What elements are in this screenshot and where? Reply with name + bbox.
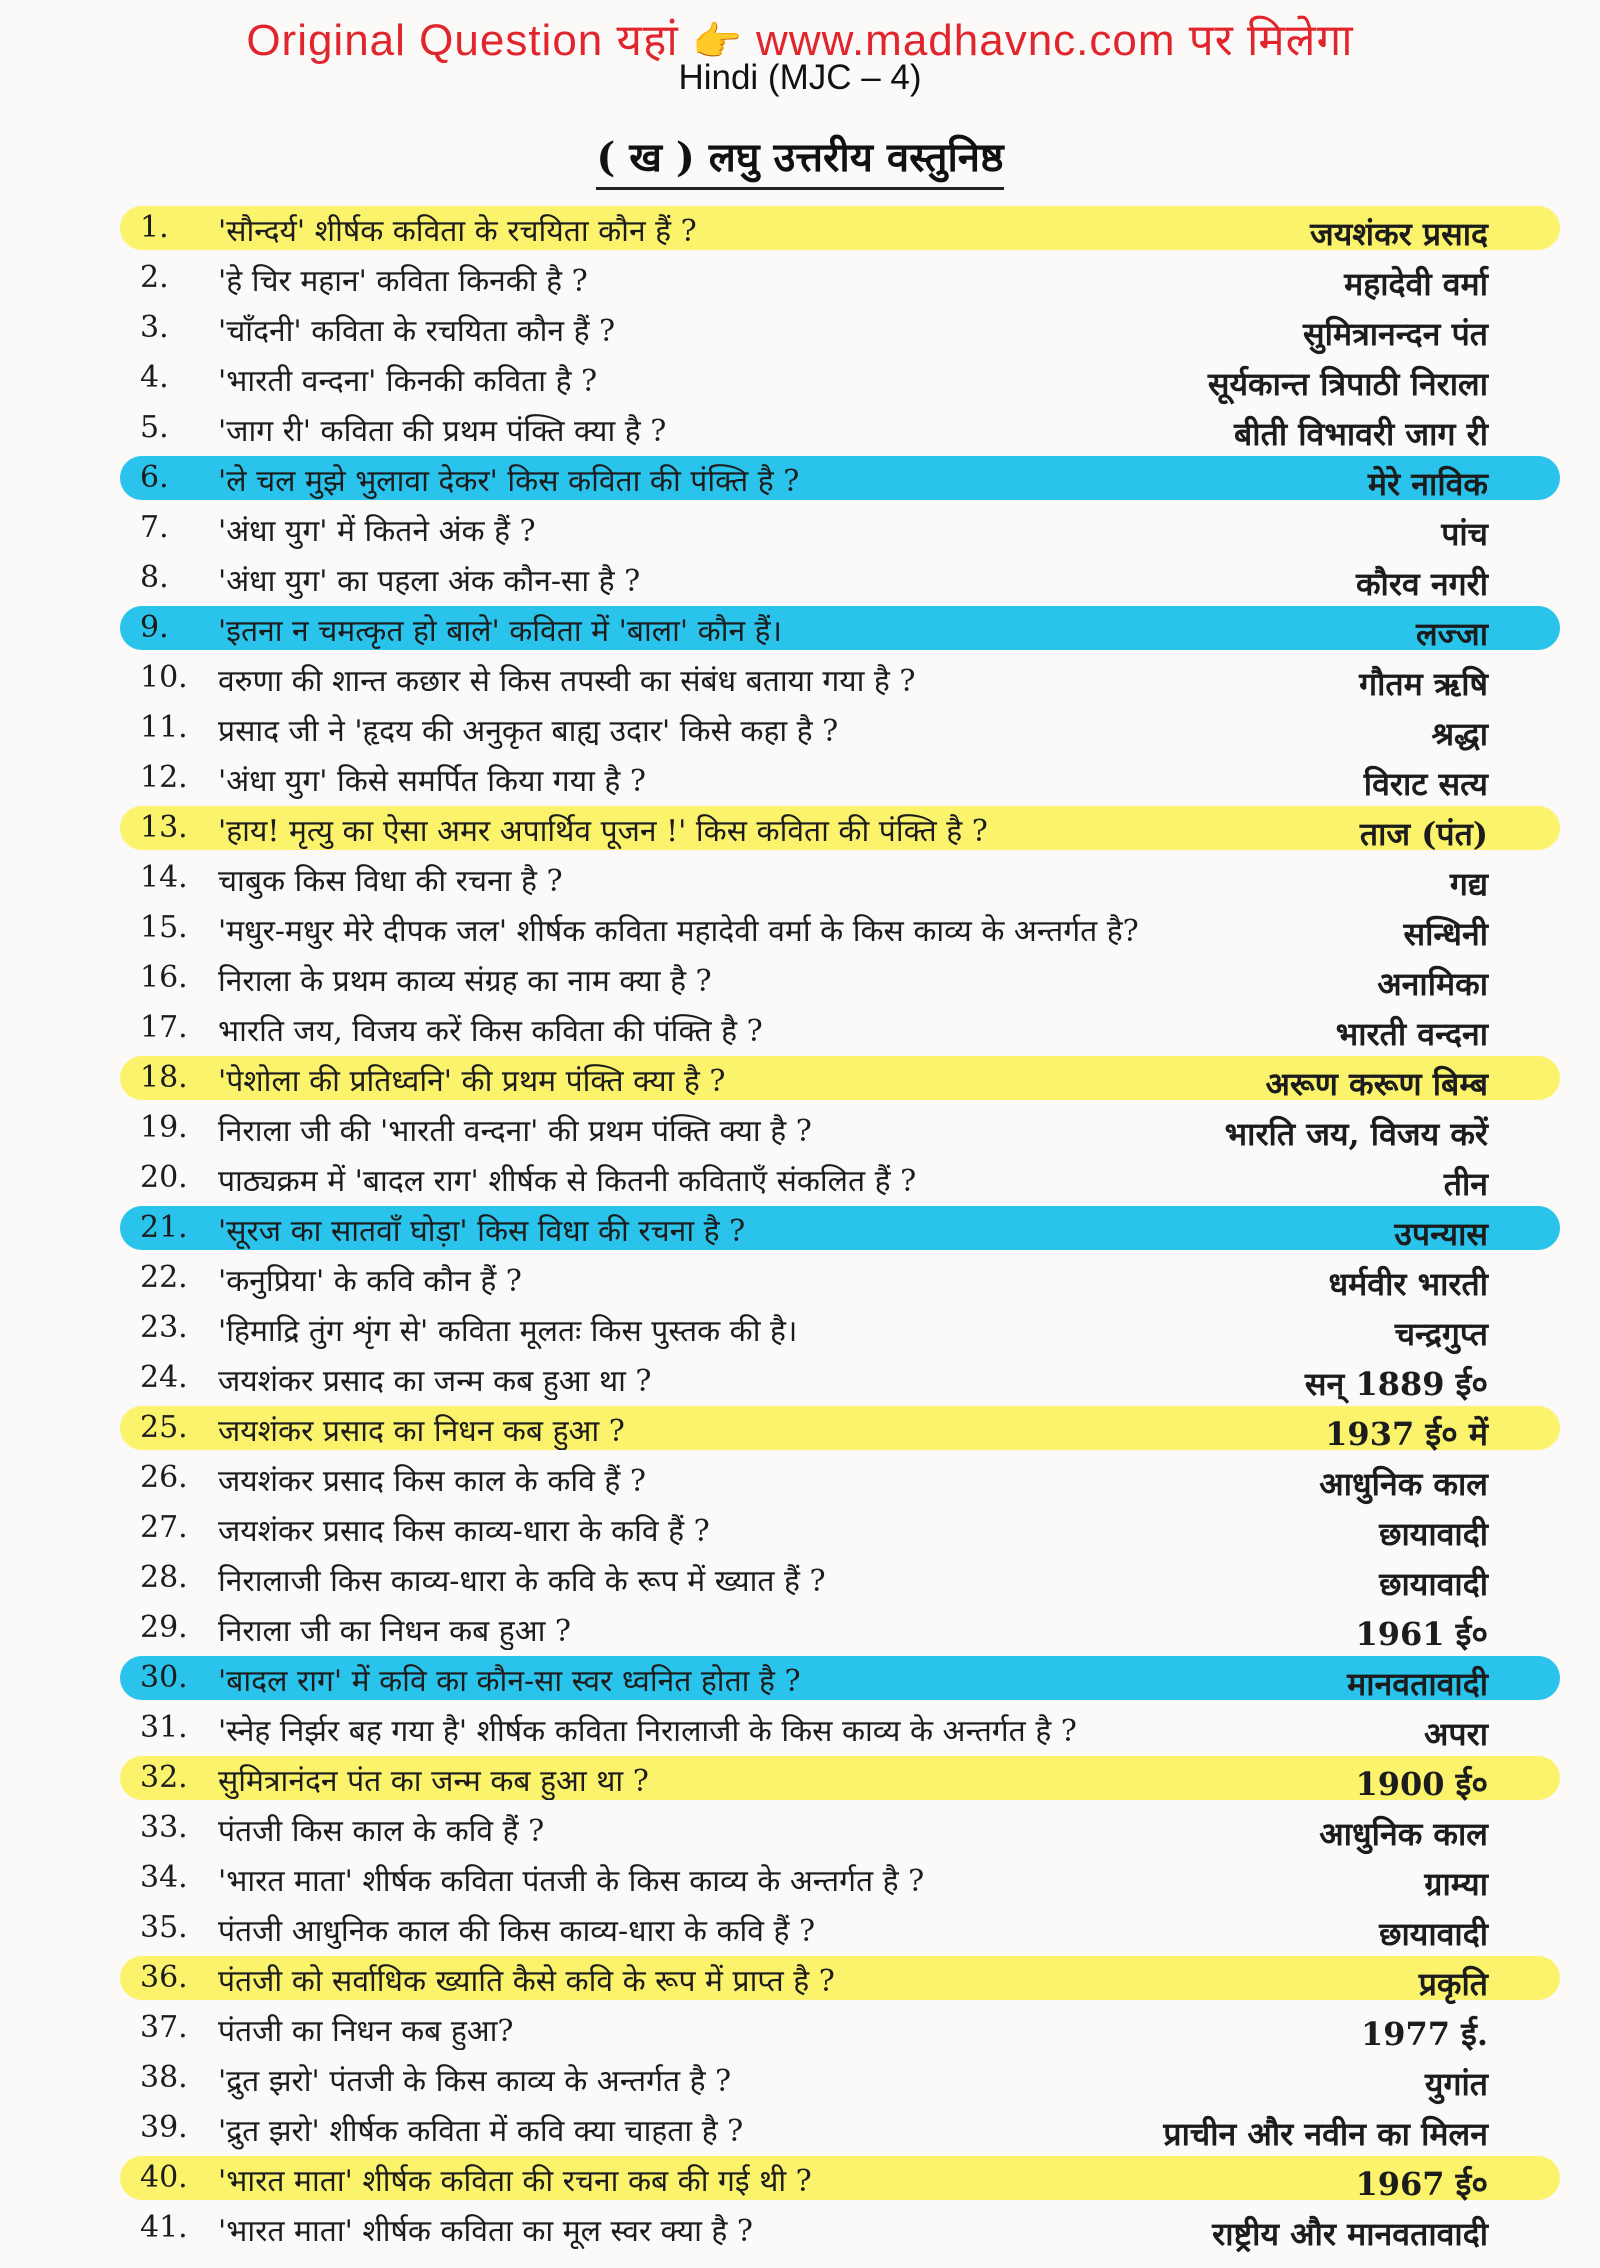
question-number: 34. bbox=[140, 1860, 188, 1895]
question-text: 'सौन्दर्य' शीर्षक कविता के रचयिता कौन हैं ? bbox=[218, 214, 697, 249]
answer-text: 1900 ई० bbox=[1355, 1765, 1488, 1803]
question-row bbox=[0, 1802, 1600, 1852]
question-number: 31. bbox=[140, 1710, 188, 1745]
answer-text: छायावादी bbox=[1379, 1915, 1488, 1953]
question-text: 'भारती वन्दना' किनकी कविता है ? bbox=[218, 364, 598, 399]
question-text: 'बादल राग' में कवि का कौन-सा स्वर ध्वनित होता है ? bbox=[218, 1664, 801, 1699]
question-text: 'हाय! मृत्यु का ऐसा अमर अपार्थिव पूजन !' किस कविता की पंक्ति है ? bbox=[218, 814, 988, 849]
question-row bbox=[0, 652, 1600, 702]
question-text: 'कनुप्रिया' के कवि कौन हैं ? bbox=[218, 1264, 522, 1299]
subject-title: Hindi (MJC – 4) bbox=[678, 58, 922, 97]
question-number: 24. bbox=[140, 1360, 188, 1395]
question-number: 2. bbox=[140, 260, 169, 295]
question-row bbox=[0, 1952, 1600, 2002]
question-row bbox=[0, 1452, 1600, 1502]
question-row bbox=[0, 1602, 1600, 1652]
question-text: निरालाजी किस काव्य-धारा के कवि के रूप में ख्यात हैं ? bbox=[218, 1564, 826, 1599]
question-number: 19. bbox=[140, 1110, 188, 1145]
question-text: निराला के प्रथम काव्य संग्रह का नाम क्या है ? bbox=[218, 964, 712, 999]
answer-text: 1961 ई० bbox=[1355, 1615, 1488, 1653]
question-row bbox=[0, 1852, 1600, 1902]
question-text: निराला जी की 'भारती वन्दना' की प्रथम पंक्ति क्या है ? bbox=[218, 1114, 812, 1149]
question-row bbox=[0, 302, 1600, 352]
question-row bbox=[0, 2102, 1600, 2152]
answer-text: राष्ट्रीय और मानवतावादी bbox=[1212, 2215, 1488, 2253]
question-row bbox=[0, 402, 1600, 452]
question-row bbox=[0, 1002, 1600, 1052]
question-number: 41. bbox=[140, 2210, 188, 2245]
answer-text: उपन्यास bbox=[1394, 1215, 1488, 1253]
question-row bbox=[0, 452, 1600, 502]
question-text: निराला जी का निधन कब हुआ ? bbox=[218, 1614, 571, 1649]
answer-text: छायावादी bbox=[1379, 1565, 1488, 1603]
question-row bbox=[0, 1202, 1600, 1252]
question-row bbox=[0, 1302, 1600, 1352]
question-text: 'भारत माता' शीर्षक कविता पंतजी के किस काव्य के अन्तर्गत है ? bbox=[218, 1864, 925, 1899]
question-number: 29. bbox=[140, 1610, 188, 1645]
question-number: 7. bbox=[140, 510, 169, 545]
question-text: सुमित्रानंदन पंत का जन्म कब हुआ था ? bbox=[218, 1764, 649, 1799]
answer-text: पांच bbox=[1441, 515, 1488, 553]
question-number: 13. bbox=[140, 810, 188, 845]
question-number: 30. bbox=[140, 1660, 188, 1695]
answer-text: सूर्यकान्त त्रिपाठी निराला bbox=[1207, 365, 1488, 403]
question-text: भारति जय, विजय करें किस कविता की पंक्ति है ? bbox=[218, 1014, 763, 1049]
question-row bbox=[0, 2152, 1600, 2202]
question-text: 'अंधा युग' का पहला अंक कौन-सा है ? bbox=[218, 564, 641, 599]
question-row bbox=[0, 202, 1600, 252]
question-row bbox=[0, 902, 1600, 952]
answer-text: तीन bbox=[1443, 1165, 1488, 1203]
question-text: पंतजी किस काल के कवि हैं ? bbox=[218, 1814, 545, 1849]
answer-text: जयशंकर प्रसाद bbox=[1310, 215, 1488, 253]
answer-text: छायावादी bbox=[1379, 1515, 1488, 1553]
question-number: 35. bbox=[140, 1910, 188, 1945]
question-text: 'अंधा युग' किसे समर्पित किया गया है ? bbox=[218, 764, 646, 799]
question-number: 27. bbox=[140, 1510, 188, 1545]
answer-text: धर्मवीर भारती bbox=[1328, 1265, 1488, 1303]
question-row bbox=[0, 752, 1600, 802]
answer-text: गौतम ऋषि bbox=[1359, 665, 1488, 703]
question-number: 36. bbox=[140, 1960, 188, 1995]
answer-text: बीती विभावरी जाग री bbox=[1234, 415, 1488, 453]
question-number: 16. bbox=[140, 960, 188, 995]
section-heading bbox=[0, 128, 1600, 190]
question-row bbox=[0, 1902, 1600, 1952]
question-text: चाबुक किस विधा की रचना है ? bbox=[218, 864, 563, 899]
question-text: 'ले चल मुझे भुलावा देकर' किस कविता की पंक्ति है ? bbox=[218, 464, 800, 499]
question-number: 6. bbox=[140, 460, 169, 495]
answer-text: अरूण करूण बिम्ब bbox=[1265, 1065, 1488, 1103]
question-row bbox=[0, 952, 1600, 1002]
question-number: 14. bbox=[140, 860, 188, 895]
question-row bbox=[0, 2052, 1600, 2102]
question-number: 3. bbox=[140, 310, 169, 345]
question-number: 22. bbox=[140, 1260, 188, 1295]
question-number: 23. bbox=[140, 1310, 188, 1345]
question-text: जयशंकर प्रसाद का निधन कब हुआ ? bbox=[218, 1414, 625, 1449]
question-number: 33. bbox=[140, 1810, 188, 1845]
answer-text: आधुनिक काल bbox=[1319, 1465, 1488, 1503]
pointing-hand-icon: 👉 bbox=[692, 20, 743, 64]
answer-text: ताज (पंत) bbox=[1359, 815, 1488, 853]
answer-text: गद्य bbox=[1449, 865, 1488, 903]
question-row bbox=[0, 502, 1600, 552]
answer-text: सन्धिनी bbox=[1403, 915, 1488, 953]
question-number: 17. bbox=[140, 1010, 188, 1045]
answer-text: अनामिका bbox=[1377, 965, 1488, 1003]
question-number: 12. bbox=[140, 760, 188, 795]
question-number: 20. bbox=[140, 1160, 188, 1195]
question-row bbox=[0, 1752, 1600, 1802]
banner-text: Original Question यहां bbox=[246, 16, 679, 65]
question-text: 'द्रुत झरो' पंतजी के किस काव्य के अन्तर्गत है ? bbox=[218, 2064, 732, 2099]
answer-text: युगांत bbox=[1424, 2065, 1488, 2103]
question-number: 37. bbox=[140, 2010, 188, 2045]
question-row bbox=[0, 1402, 1600, 1452]
answer-text: सन् 1889 ई० bbox=[1304, 1365, 1488, 1403]
answer-text: 1977 ई. bbox=[1360, 2015, 1488, 2053]
question-text: 'भारत माता' शीर्षक कविता की रचना कब की गई थी ? bbox=[218, 2164, 812, 2199]
answer-text: भारती वन्दना bbox=[1335, 1015, 1488, 1053]
question-text: पाठ्यक्रम में 'बादल राग' शीर्षक से कितनी कविताएँ संकलित हैं ? bbox=[218, 1164, 917, 1199]
question-text: 'जाग री' कविता की प्रथम पंक्ति क्या है ? bbox=[218, 414, 667, 449]
question-row bbox=[0, 252, 1600, 302]
question-text: पंतजी को सर्वाधिक ख्याति कैसे कवि के रूप में प्राप्त है ? bbox=[218, 1964, 835, 1999]
question-number: 21. bbox=[140, 1210, 188, 1245]
question-number: 32. bbox=[140, 1760, 188, 1795]
question-number: 1. bbox=[140, 210, 169, 245]
question-row bbox=[0, 702, 1600, 752]
question-text: पंतजी का निधन कब हुआ? bbox=[218, 2014, 514, 2049]
answer-text: मेरे नाविक bbox=[1367, 465, 1488, 503]
question-row bbox=[0, 1502, 1600, 1552]
question-text: 'द्रुत झरो' शीर्षक कविता में कवि क्या चाहता है ? bbox=[218, 2114, 744, 2149]
question-row bbox=[0, 802, 1600, 852]
answer-text: प्रकृति bbox=[1418, 1965, 1488, 2003]
question-text: पंतजी आधुनिक काल की किस काव्य-धारा के कवि हैं ? bbox=[218, 1914, 816, 1949]
question-row bbox=[0, 1252, 1600, 1302]
answer-text: विराट सत्य bbox=[1363, 765, 1488, 803]
answer-text: 1967 ई० bbox=[1355, 2165, 1488, 2203]
question-row bbox=[0, 1352, 1600, 1402]
answer-text: लज्जा bbox=[1415, 615, 1488, 653]
answer-text: कौरव नगरी bbox=[1355, 565, 1488, 603]
answer-text: आधुनिक काल bbox=[1319, 1815, 1488, 1853]
question-text: 'चाँदनी' कविता के रचयिता कौन हैं ? bbox=[218, 314, 616, 349]
question-text: 'स्नेह निर्झर बह गया है' शीर्षक कविता निरालाजी के किस काव्य के अन्तर्गत है ? bbox=[218, 1714, 1077, 1749]
question-number: 26. bbox=[140, 1460, 188, 1495]
answer-text: प्राचीन और नवीन का मिलन bbox=[1163, 2115, 1488, 2153]
question-number: 11. bbox=[140, 710, 188, 745]
question-number: 38. bbox=[140, 2060, 188, 2095]
question-text: 'भारत माता' शीर्षक कविता का मूल स्वर क्या है ? bbox=[218, 2214, 753, 2249]
question-number: 40. bbox=[140, 2160, 188, 2195]
question-text: 'अंधा युग' में कितने अंक हैं ? bbox=[218, 514, 536, 549]
question-text: 'हे चिर महान' कविता किनकी है ? bbox=[218, 264, 588, 299]
question-text: वरुणा की शान्त कछार से किस तपस्वी का संबंध बताया गया है ? bbox=[218, 664, 916, 699]
question-row bbox=[0, 2202, 1600, 2252]
question-number: 18. bbox=[140, 1060, 188, 1095]
question-row bbox=[0, 1052, 1600, 1102]
question-row bbox=[0, 2002, 1600, 2052]
question-number: 39. bbox=[140, 2110, 188, 2145]
answer-text: भारति जय, विजय करें bbox=[1224, 1115, 1488, 1153]
question-list bbox=[0, 202, 1600, 2252]
question-text: 'हिमाद्रि तुंग शृंग से' कविता मूलतः किस पुस्तक की है। bbox=[218, 1314, 798, 1349]
question-row bbox=[0, 1652, 1600, 1702]
question-row bbox=[0, 1102, 1600, 1152]
question-number: 15. bbox=[140, 910, 188, 945]
question-number: 28. bbox=[140, 1560, 188, 1595]
question-row bbox=[0, 602, 1600, 652]
question-row bbox=[0, 552, 1600, 602]
question-text: 'पेशोला की प्रतिध्वनि' की प्रथम पंक्ति क्या है ? bbox=[218, 1064, 726, 1099]
question-row bbox=[0, 1152, 1600, 1202]
question-row bbox=[0, 852, 1600, 902]
banner-url[interactable]: www.madhavnc.com पर मिलेगा bbox=[756, 16, 1354, 65]
question-number: 8. bbox=[140, 560, 169, 595]
question-row bbox=[0, 1702, 1600, 1752]
question-text: जयशंकर प्रसाद किस काव्य-धारा के कवि हैं ? bbox=[218, 1514, 710, 1549]
question-text: जयशंकर प्रसाद का जन्म कब हुआ था ? bbox=[218, 1364, 652, 1399]
question-number: 10. bbox=[140, 660, 188, 695]
answer-text: महादेवी वर्मा bbox=[1344, 265, 1488, 303]
question-number: 4. bbox=[140, 360, 169, 395]
section-heading-text: ( ख ) लघु उत्तरीय वस्तुनिष्ठ bbox=[596, 128, 1003, 190]
answer-text: अपरा bbox=[1423, 1715, 1488, 1753]
question-row bbox=[0, 352, 1600, 402]
question-text: 'मधुर-मधुर मेरे दीपक जल' शीर्षक कविता महादेवी वर्मा के किस काव्य के अन्तर्गत है? bbox=[218, 914, 1139, 949]
answer-text: श्रद्धा bbox=[1431, 715, 1488, 753]
answer-text: चन्द्रगुप्त bbox=[1394, 1315, 1488, 1353]
question-number: 25. bbox=[140, 1410, 188, 1445]
answer-text: ग्राम्या bbox=[1424, 1865, 1488, 1903]
answer-text: मानवतावादी bbox=[1347, 1665, 1488, 1703]
question-text: 'इतना न चमत्कृत हो बाले' कविता में 'बाला' कौन हैं। bbox=[218, 614, 782, 649]
answer-text: 1937 ई० में bbox=[1325, 1415, 1488, 1453]
question-text: प्रसाद जी ने 'हृदय की अनुकृत बाह्य उदार' किसे कहा है ? bbox=[218, 714, 839, 749]
question-number: 5. bbox=[140, 410, 169, 445]
question-text: 'सूरज का सातवाँ घोड़ा' किस विधा की रचना है ? bbox=[218, 1214, 746, 1249]
question-row bbox=[0, 1552, 1600, 1602]
answer-text: सुमित्रानन्दन पंत bbox=[1303, 315, 1488, 353]
question-number: 9. bbox=[140, 610, 169, 645]
question-text: जयशंकर प्रसाद किस काल के कवि हैं ? bbox=[218, 1464, 646, 1499]
